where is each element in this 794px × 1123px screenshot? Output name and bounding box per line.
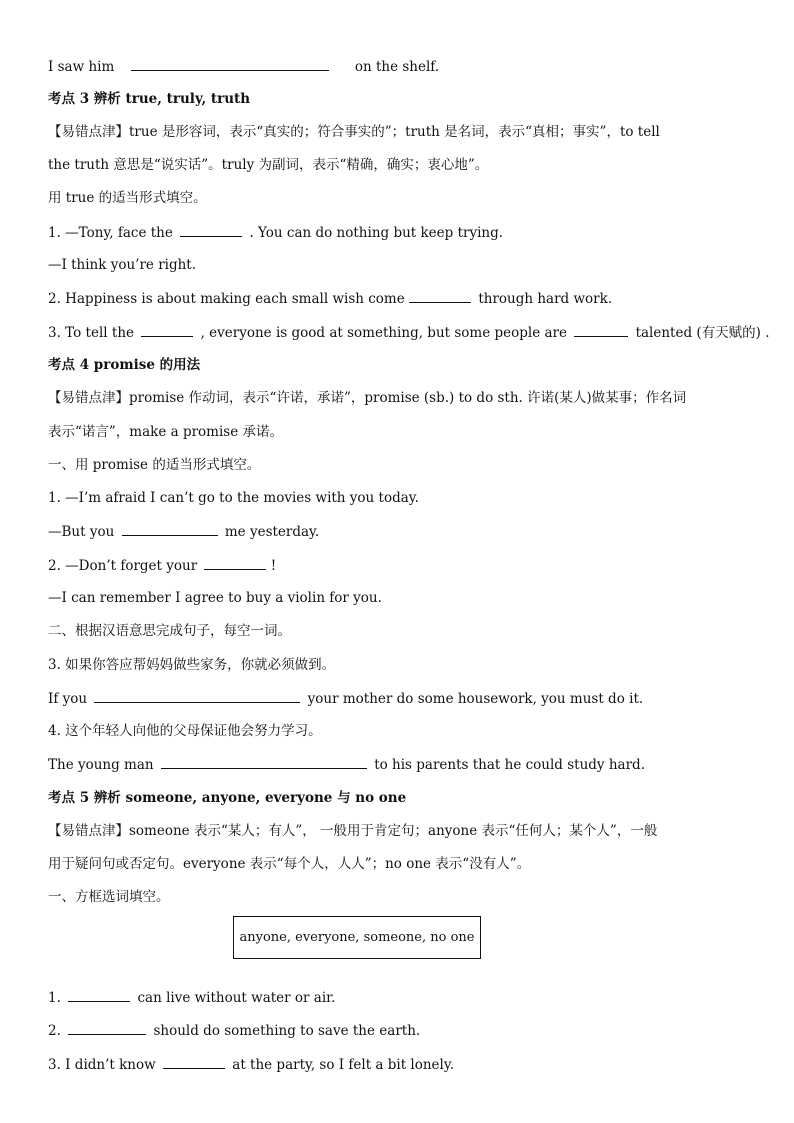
sentence-text: 1. <box>48 990 61 1006</box>
sentence-text: me yesterday. <box>224 524 320 540</box>
question-line <box>48 522 319 541</box>
sentence-text: talented (有天赋的) . <box>635 325 770 341</box>
sentence-text: If you <box>48 691 88 707</box>
answer-blank[interactable] <box>163 1055 225 1069</box>
tip-note: 表示“诺言”，make a promise 承诺。 <box>48 424 284 440</box>
sentence-text: 3. I didn’t know <box>48 1057 156 1073</box>
question-line <box>48 1021 420 1040</box>
question-line <box>48 755 645 774</box>
word-box <box>233 916 481 959</box>
tip-note: 【易错点津】someone 表示“某人；有人”， 一般用于肯定句；anyone 表示“任何人；某个人”，一般 <box>48 823 658 839</box>
sentence-text: 3. To tell the <box>48 325 134 341</box>
answer-blank[interactable] <box>409 289 471 303</box>
sentence-text: The young man <box>48 757 154 773</box>
question-line: 3. 如果你答应帮妈妈做些家务，你就必须做到。 <box>48 657 336 673</box>
answer-blank[interactable] <box>131 57 329 71</box>
question-line: 1. —I’m afraid I can’t go to the movies with you today. <box>48 490 419 506</box>
answer-blank[interactable] <box>68 988 130 1002</box>
question-line: 4. 这个年轻人向他的父母保证他会努力学习。 <box>48 723 322 739</box>
question-line <box>48 988 335 1007</box>
question-line: —I think you’re right. <box>48 257 197 273</box>
tip-note: 【易错点津】true 是形容词，表示“真实的；符合事实的”；truth 是名词，表示“真相；事实”，to tell <box>48 124 660 140</box>
sentence-text: through hard work. <box>478 291 613 307</box>
answer-blank[interactable] <box>68 1021 146 1035</box>
instruction: 一、方框选词填空。 <box>48 889 170 905</box>
answer-blank[interactable] <box>122 522 218 536</box>
sentence-text: should do something to save the earth. <box>153 1023 421 1039</box>
sentence-text: on the shelf. <box>354 59 440 75</box>
answer-blank[interactable] <box>141 323 193 337</box>
answer-blank[interactable] <box>94 689 300 703</box>
question-line <box>48 556 276 575</box>
sentence-text: 2. <box>48 1023 61 1039</box>
question-line <box>48 1055 454 1074</box>
tip-note: the truth 意思是“说实话”。truly 为副词，表示“精确，确实；衷心地”。 <box>48 157 489 173</box>
sentence-text: 1. —Tony, face the <box>48 225 173 241</box>
tip-note: 用于疑问句或否定句。everyone 表示“每个人，人人”；no one 表示“没有人”。 <box>48 856 531 872</box>
word-box-options: anyone, everyone, someone, no one <box>239 930 475 945</box>
instruction: 二、根据汉语意思完成句子，每空一词。 <box>48 623 291 639</box>
question-line <box>48 223 503 242</box>
question-line <box>48 323 770 342</box>
sentence-text: —But you <box>48 524 115 540</box>
sentence-text: your mother do some housework, you must do it. <box>307 691 644 707</box>
sentence-text: , everyone is good at something, but some people are <box>200 325 567 341</box>
answer-blank[interactable] <box>161 755 367 769</box>
exercise-line <box>48 57 439 76</box>
sentence-text: . You can do nothing but keep trying. <box>249 225 504 241</box>
answer-blank[interactable] <box>204 556 266 570</box>
section-title-kp4: 考点 4 promise 的用法 <box>48 357 201 373</box>
instruction: 一、用 promise 的适当形式填空。 <box>48 457 261 473</box>
tip-note: 【易错点津】promise 作动词，表示“许诺，承诺”，promise (sb.) to do sth. 许诺(某人)做某事；作名词 <box>48 390 687 406</box>
instruction: 用 true 的适当形式填空。 <box>48 190 207 206</box>
question-line <box>48 689 643 708</box>
sentence-text: 2. Happiness is about making each small wish come <box>48 291 405 307</box>
section-title-kp5: 考点 5 辨析 someone, anyone, everyone 与 no one <box>48 790 407 806</box>
sentence-text: at the party, so I felt a bit lonely. <box>232 1057 454 1073</box>
sentence-text: I saw him <box>48 59 115 75</box>
section-title-kp3: 考点 3 辨析 true, truly, truth <box>48 91 251 107</box>
sentence-text: ! <box>270 558 277 574</box>
answer-blank[interactable] <box>574 323 628 337</box>
question-line <box>48 289 612 308</box>
question-line: —I can remember I agree to buy a violin for you. <box>48 590 382 606</box>
sentence-text: 2. —Don’t forget your <box>48 558 198 574</box>
answer-blank[interactable] <box>180 223 242 237</box>
sentence-text: to his parents that he could study hard. <box>374 757 645 773</box>
sentence-text: can live without water or air. <box>137 990 336 1006</box>
